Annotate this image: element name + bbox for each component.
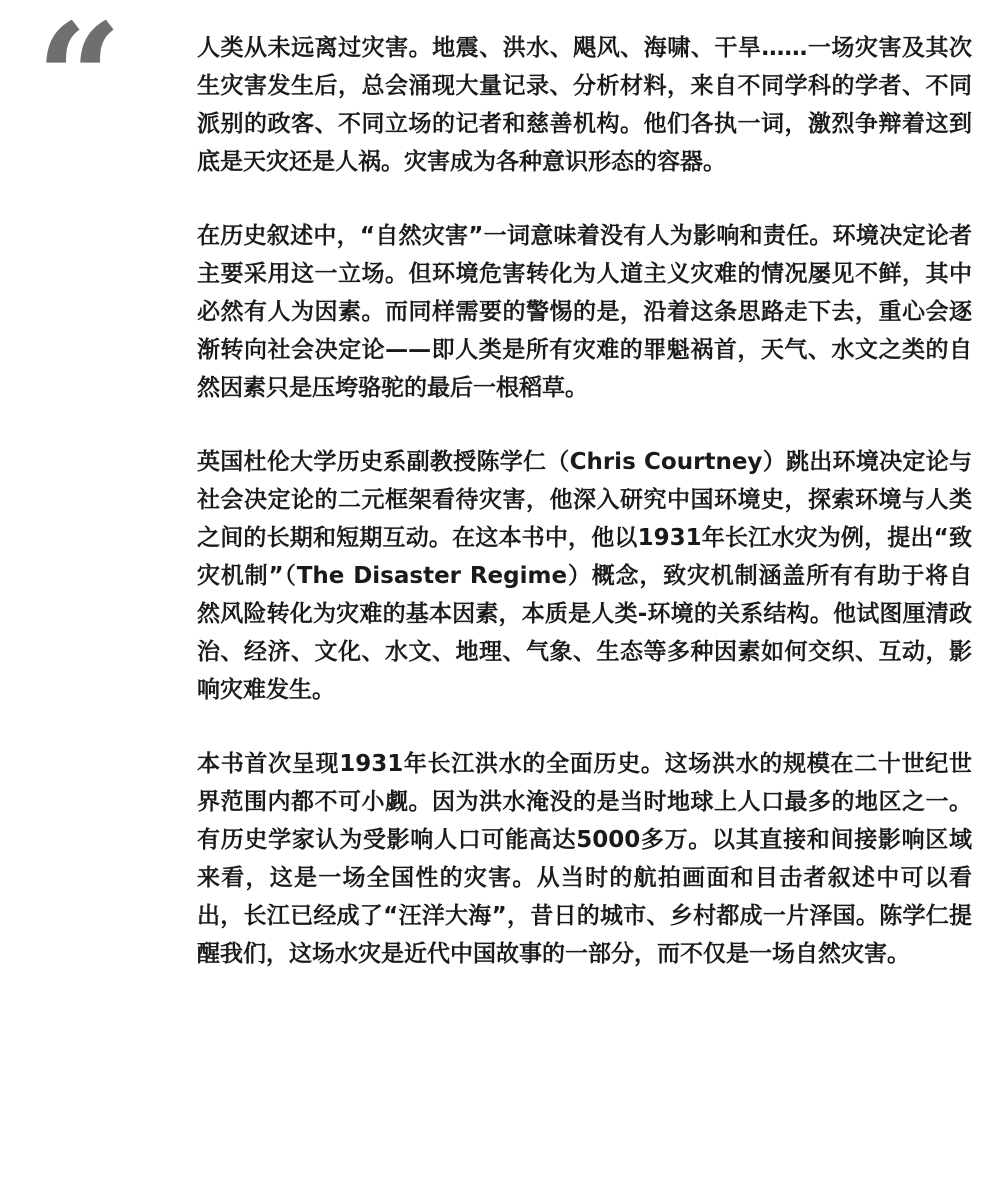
- paragraph-3: 英国杜伦大学历史系副教授陈学仁（Chris Courtney）跳出环境决定论与社会决定论的二元框架看待灾害，他深入研究中国环境史，探索环境与人类之间的长期和短期互动。在这本书中，他以1931年长江水灾为例，提出“致灾机制”（The Disaster Regime）概念，致灾机制涵盖所有有助于将自然风险转化为灾难的基本因素，本质是人类-环境的关系结构。他试图厘清政治、经济、文化、水文、地理、气象、生态等多种因素如何交织、互动，影响灾难发生。: [197, 449, 972, 703]
- paragraph-1: 人类从未远离过灾害。地震、洪水、飓风、海啸、干旱……一场灾害及其次生灾害发生后，总会涌现大量记录、分析材料，来自不同学科的学者、不同派别的政客、不同立场的记者和慈善机构。他们各执一词，激烈争辩着这到底是天灾还是人祸。灾害成为各种意识形态的容器。: [197, 35, 972, 175]
- quote-mark-icon: “: [36, 0, 123, 167]
- paragraph-2: 在历史叙述中，“自然灾害”一词意味着没有人为影响和责任。环境决定论者主要采用这一立场。但环境危害转化为人道主义灾难的情况屡见不鲜，其中必然有人为因素。而同样需要的警惕的是，沿着这条思路走下去，重心会逐渐转向社会决定论——即人类是所有灾难的罪魁祸首，天气、水文之类的自然因素只是压垮骆驼的最后一根稻草。: [197, 223, 972, 401]
- article-body: [197, 29, 972, 973]
- paragraph-4: 本书首次呈现1931年长江洪水的全面历史。这场洪水的规模在二十世纪世界范围内都不可小觑。因为洪水淹没的是当时地球上人口最多的地区之一。有历史学家认为受影响人口可能高达5000多万。以其直接和间接影响区域来看，这是一场全国性的灾害。从当时的航拍画面和目击者叙述中可以看出，长江已经成了“汪洋大海”，昔日的城市、乡村都成一片泽国。陈学仁提醒我们，这场水灾是近代中国故事的一部分，而不仅是一场自然灾害。: [197, 751, 972, 967]
